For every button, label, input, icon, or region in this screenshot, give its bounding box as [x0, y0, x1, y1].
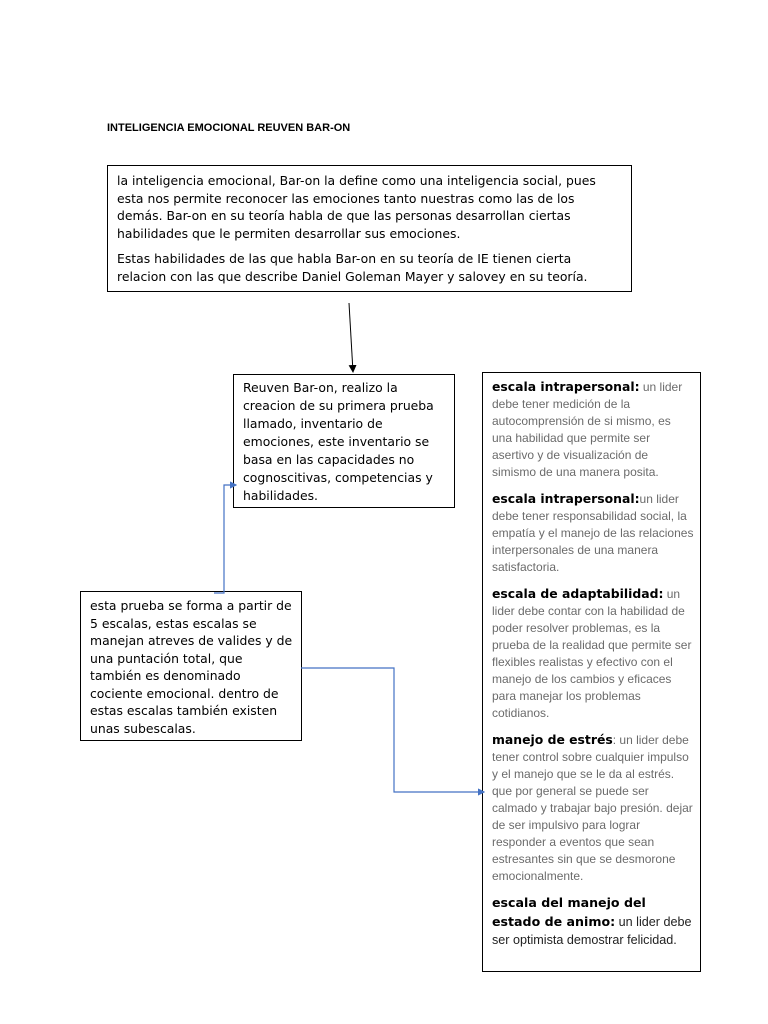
scales-box: esta prueba se forma a partir de 5 escalas, estas escalas se manejan atreves de valides y de una puntación total, que también es denominado cociente emocional. dentro de estas escalas también existen unas subescalas. [80, 591, 302, 741]
inventory-box: Reuven Bar-on, realizo la creacion de su primera prueba llamado, inventario de emociones, este inventario se basa en las capacidades no cognoscitivas, competencias y habilidades. [233, 374, 455, 508]
entry-heading: escala del manejo del estado de animo: [492, 895, 646, 929]
intro-paragraph-1: la inteligencia emocional, Bar-on la define como una inteligencia social, pues esta nos permite reconocer las emociones tanto nuestras como las de los demás. Bar-on en su teoría habla de que las personas desarrollan ciertas habilidades que le permiten desarrollar sus emociones. [117, 173, 596, 241]
intro-paragraph-2: Estas habilidades de las que habla Bar-on en su teoría de IE tienen cierta relacion con las que describe Daniel Goleman Mayer y salovey en su teoría. [117, 251, 588, 284]
entry-text: un lider debe tener medición de la autocomprensión de si mismo, es una habilidad que permite ser asertivo y de visualización de simismo de una manera posita. [492, 380, 683, 479]
entry-text: : un lider debe tener control sobre cualquier impulso y el manejo que se le da al estrés. que por general se puede ser calmado y trabajar bajo presión. dejar de ser impulsivo para lograr responder a eventos que sean estresantes sin que se desmorone emocionalmente. [492, 733, 693, 883]
entry-heading: escala intrapersonal: [492, 491, 640, 506]
page-title: INTELIGENCIA EMOCIONAL REUVEN BAR-ON [107, 122, 351, 134]
entry-text: un lider debe tener responsabilidad social, la empatía y el manejo de las relaciones interpersonales de una manera satisfactoria. [492, 492, 694, 574]
entry-heading: manejo de estrés [492, 732, 613, 747]
entry-text: un lider debe ser optimista demostrar felicidad. [492, 914, 692, 947]
intro-to-inventory-arrow [349, 303, 353, 372]
entry-text: un lider debe contar con la habilidad de poder resolver problemas, es la prueba de la realidad que permite ser flexibles realistas y efectivo con el manejo de los cambios y eficaces para manejar los problemas cotidianos. [492, 587, 692, 720]
entry-heading: escala de adaptabilidad: [492, 586, 664, 601]
scales-to-inventory-connector [214, 485, 236, 593]
entry-heading: escala intrapersonal: [492, 379, 640, 394]
scales-to-detail-connector [301, 668, 484, 792]
